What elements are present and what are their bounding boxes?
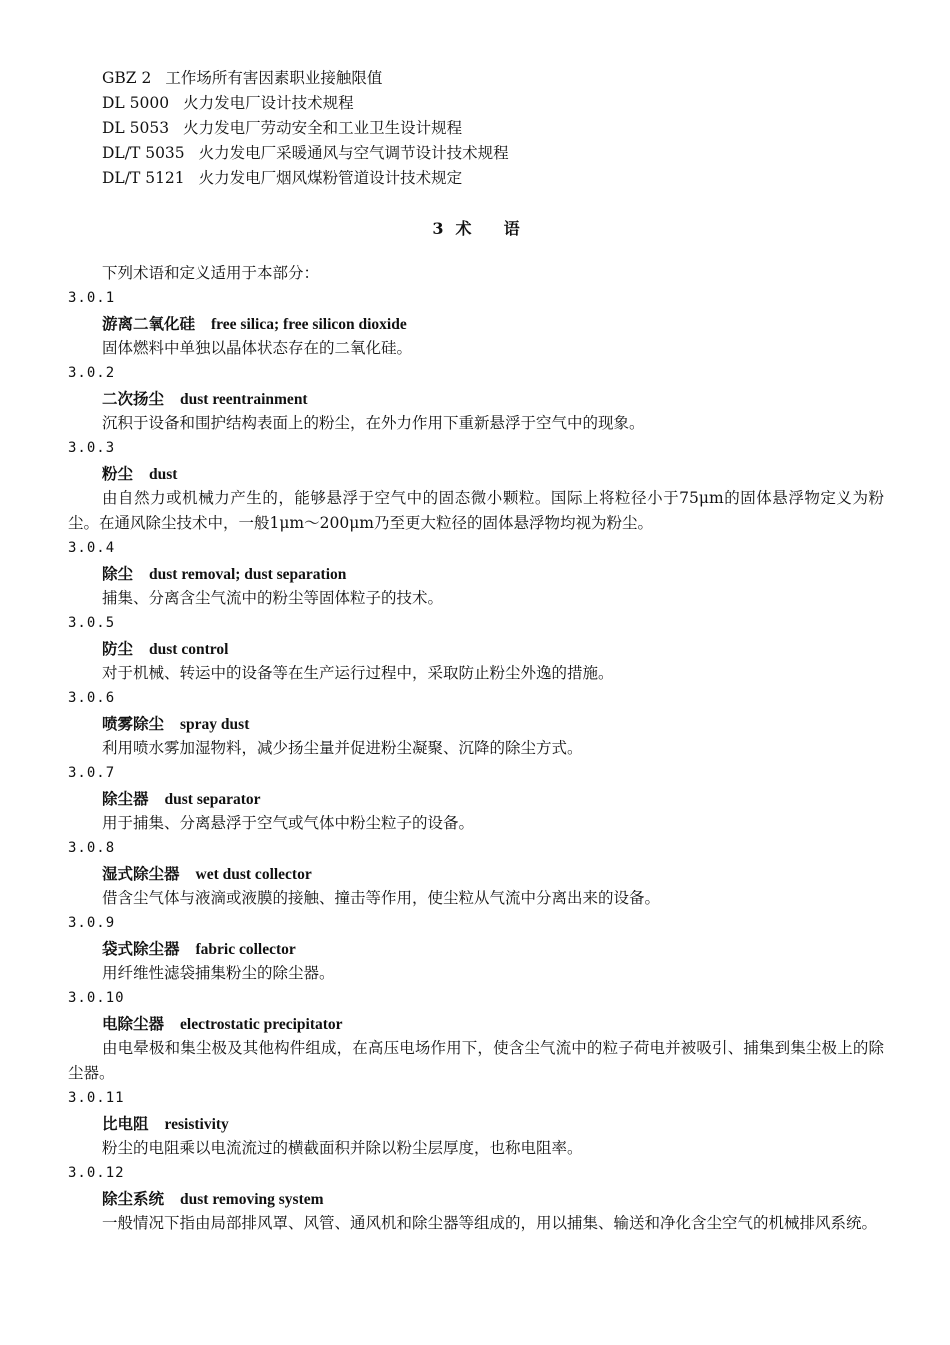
term-heading — [102, 561, 884, 586]
term-english: free silica; free silicon dioxide — [211, 316, 407, 333]
term-number: 3.0.7 — [68, 765, 116, 781]
term-entry — [68, 536, 884, 611]
term-chinese: 比电阻 — [102, 1114, 149, 1133]
term-number: 3.0.9 — [68, 915, 116, 931]
term-english: dust reentrainment — [180, 391, 308, 408]
reference-title: 火力发电厂劳动安全和工业卫生设计规程 — [183, 119, 463, 137]
term-definition: 固体燃料中单独以晶体状态存在的二氧化硅。 — [102, 339, 413, 357]
term-english: resistivity — [164, 1116, 229, 1133]
term-entry — [68, 986, 884, 1086]
term-english: dust removal; dust separation — [149, 566, 347, 583]
term-chinese: 电除尘器 — [102, 1014, 165, 1033]
term-heading — [102, 1011, 884, 1036]
term-heading — [102, 861, 884, 886]
term-heading — [102, 386, 884, 411]
term-chinese: 袋式除尘器 — [102, 939, 180, 958]
term-number: 3.0.2 — [68, 365, 116, 381]
reference-title: 工作场所有害因素职业接触限值 — [165, 69, 383, 87]
term-english: dust — [149, 466, 178, 483]
term-heading — [102, 1186, 884, 1211]
term-chinese: 除尘 — [102, 564, 134, 583]
term-definition: 粉尘的电阻乘以电流流过的横截面积并除以粉尘层厚度，也称电阻率。 — [102, 1139, 583, 1157]
term-heading — [102, 461, 884, 486]
section-heading — [68, 217, 884, 241]
term-definition: 用于捕集、分离悬浮于空气或气体中粉尘粒子的设备。 — [102, 814, 475, 832]
reference-item — [102, 91, 884, 116]
term-heading — [102, 311, 884, 336]
reference-item — [102, 66, 884, 91]
term-chinese: 除尘器 — [102, 789, 149, 808]
term-chinese: 喷雾除尘 — [102, 714, 165, 733]
term-chinese: 游离二氧化硅 — [102, 314, 196, 333]
reference-code: DL 5053 — [102, 119, 170, 137]
term-english: fabric collector — [195, 941, 296, 958]
term-english: dust control — [149, 641, 229, 658]
term-heading — [102, 636, 884, 661]
term-chinese: 湿式除尘器 — [102, 864, 180, 883]
term-number: 3.0.10 — [68, 990, 125, 1006]
term-number: 3.0.1 — [68, 290, 116, 306]
reference-item — [102, 166, 884, 191]
normative-references — [102, 66, 884, 191]
term-english: dust removing system — [180, 1191, 324, 1208]
term-english: dust separator — [164, 791, 261, 808]
term-heading — [102, 1111, 884, 1136]
term-definition: 利用喷水雾加湿物料，减少扬尘量并促进粉尘凝聚、沉降的除尘方式。 — [102, 739, 583, 757]
term-entry — [68, 1086, 884, 1161]
term-entry — [68, 436, 884, 536]
term-english: electrostatic precipitator — [180, 1016, 343, 1033]
term-definition: 借含尘气体与液滴或液膜的接触、撞击等作用，使尘粒从气流中分离出来的设备。 — [102, 889, 661, 907]
term-entry — [68, 1161, 884, 1236]
document-page — [68, 66, 884, 1236]
term-chinese: 防尘 — [102, 639, 134, 658]
term-entry — [68, 836, 884, 911]
term-entry — [68, 286, 884, 361]
term-heading — [102, 786, 884, 811]
term-entry — [68, 761, 884, 836]
term-number: 3.0.3 — [68, 440, 116, 456]
term-definition: 由自然力或机械力产生的，能够悬浮于空气中的固态微小颗粒。国际上将粒径小于75μm的固体悬浮物定义为粉尘。在通风除尘技术中，一般1μm～200μm乃至更大粒径的固体悬浮物均视为粉尘。 — [68, 489, 884, 532]
section-title-part: 术 — [455, 219, 472, 238]
reference-item — [102, 116, 884, 141]
reference-item — [102, 141, 884, 166]
term-english: wet dust collector — [195, 866, 312, 883]
term-number: 3.0.8 — [68, 840, 116, 856]
reference-code: DL 5000 — [102, 94, 170, 112]
term-definition: 沉积于设备和围护结构表面上的粉尘，在外力作用下重新悬浮于空气中的现象。 — [102, 414, 645, 432]
reference-title: 火力发电厂烟风煤粉管道设计技术规定 — [198, 169, 463, 187]
term-number: 3.0.6 — [68, 690, 116, 706]
term-number: 3.0.5 — [68, 615, 116, 631]
term-chinese: 除尘系统 — [102, 1189, 165, 1208]
term-heading — [102, 936, 884, 961]
term-chinese: 二次扬尘 — [102, 389, 165, 408]
reference-title: 火力发电厂采暖通风与空气调节设计技术规程 — [198, 144, 509, 162]
section-number: 3 — [432, 219, 444, 238]
reference-title: 火力发电厂设计技术规程 — [183, 94, 354, 112]
section-title-part: 语 — [503, 219, 520, 238]
reference-code: DL/T 5035 — [102, 144, 185, 162]
term-entry — [68, 361, 884, 436]
term-number: 3.0.4 — [68, 540, 116, 556]
term-definition: 对于机械、转运中的设备等在生产运行过程中，采取防止粉尘外逸的措施。 — [102, 664, 614, 682]
section-intro: 下列术语和定义适用于本部分： — [102, 264, 320, 282]
reference-code: DL/T 5121 — [102, 169, 185, 187]
term-entry — [68, 686, 884, 761]
term-number: 3.0.11 — [68, 1090, 125, 1106]
term-definition: 一般情况下指由局部排风罩、风管、通风机和除尘器等组成的，用以捕集、输送和净化含尘空气的机械排风系统。 — [102, 1214, 878, 1232]
term-heading — [102, 711, 884, 736]
term-chinese: 粉尘 — [102, 464, 134, 483]
term-definition: 用纤维性滤袋捕集粉尘的除尘器。 — [102, 964, 335, 982]
term-definition: 捕集、分离含尘气流中的粉尘等固体粒子的技术。 — [102, 589, 444, 607]
term-number: 3.0.12 — [68, 1165, 125, 1181]
term-entry — [68, 911, 884, 986]
term-entry — [68, 611, 884, 686]
term-definition: 由电晕极和集尘极及其他构件组成，在高压电场作用下，使含尘气流中的粒子荷电并被吸引、捕集到集尘极上的除尘器。 — [68, 1039, 884, 1082]
term-english: spray dust — [180, 716, 250, 733]
reference-code: GBZ 2 — [102, 69, 152, 87]
